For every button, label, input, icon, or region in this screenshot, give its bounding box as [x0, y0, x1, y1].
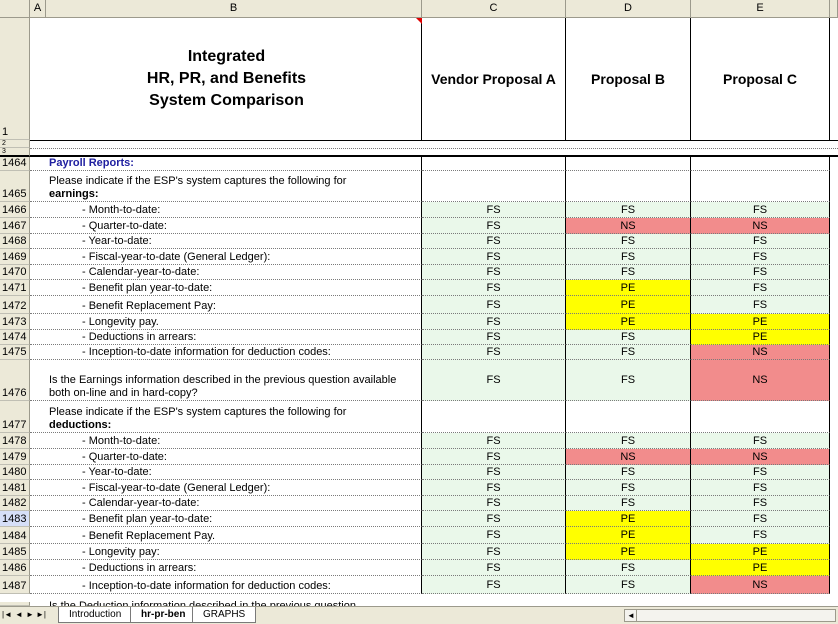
proposal-a-header: Vendor Proposal A [422, 18, 566, 140]
row-header-1466[interactable]: 1466 [0, 202, 30, 218]
label-text-block [82, 220, 167, 233]
label-text-block [82, 497, 199, 510]
proposal-e-cell[interactable]: FS [691, 265, 830, 280]
label-text-block [82, 451, 167, 464]
row-header-1479[interactable]: 1479 [0, 449, 30, 465]
proposal-e-cell[interactable] [691, 401, 830, 433]
label-cell[interactable] [30, 157, 422, 171]
row-header-1478[interactable]: 1478 [0, 433, 30, 449]
proposal-d-cell[interactable]: FS [566, 360, 691, 401]
label-text: - Benefit plan year-to-date: [82, 513, 213, 525]
proposal-e-cell[interactable]: NS [691, 218, 830, 234]
proposal-e-cell[interactable]: FS [691, 480, 830, 496]
label-text-block [82, 466, 152, 479]
proposal-d-cell[interactable]: FS [566, 560, 691, 576]
proposal-d-cell[interactable]: PE [566, 511, 691, 527]
proposal-e-cell[interactable]: PE [691, 560, 830, 576]
label-text-block [82, 204, 160, 217]
label-cell[interactable] [30, 360, 422, 401]
proposal-c-cell[interactable]: FS [422, 234, 566, 249]
label-cell[interactable] [30, 496, 422, 511]
row-header-1477[interactable]: 1477 [0, 401, 30, 433]
label-text-line2: both on-line and in hard-copy? [49, 387, 198, 399]
proposal-e-cell[interactable]: FS [691, 496, 830, 511]
label-cell[interactable] [30, 171, 422, 202]
label-cell[interactable] [30, 234, 422, 249]
label-text-block [49, 157, 134, 170]
proposal-c-cell[interactable]: FS [422, 544, 566, 560]
proposal-e-cell[interactable]: FS [691, 280, 830, 296]
label-text: - Quarter-to-date: [82, 451, 167, 463]
row-header-1464[interactable]: 1464 [0, 157, 30, 171]
label-text: - Benefit Replacement Pay: [82, 300, 216, 312]
proposal-d-cell[interactable]: FS [566, 265, 691, 280]
label-cell[interactable] [30, 465, 422, 480]
proposal-d-cell[interactable]: FS [566, 345, 691, 360]
row-header-1473[interactable]: 1473 [0, 314, 30, 330]
proposal-d-cell[interactable]: FS [566, 433, 691, 449]
proposal-c-cell[interactable] [422, 401, 566, 433]
label-text: - Benefit Replacement Pay. [82, 530, 216, 542]
label-text: - Benefit plan year-to-date: [82, 282, 213, 294]
proposal-e-cell[interactable]: FS [691, 527, 830, 544]
proposal-d-cell[interactable]: FS [566, 234, 691, 249]
tab-hr-pr-ben[interactable]: hr-pr-ben [130, 607, 196, 623]
proposal-e-cell[interactable]: NS [691, 360, 830, 401]
label-text: - Quarter-to-date: [82, 220, 167, 232]
label-text: - Deductions in arrears: [82, 331, 197, 343]
proposal-d-cell[interactable]: FS [566, 465, 691, 480]
proposal-d-cell[interactable] [566, 401, 691, 433]
label-text: - Inception-to-date information for deduction codes: [82, 580, 331, 592]
proposal-e-cell[interactable]: FS [691, 249, 830, 265]
column-header-f[interactable] [830, 0, 838, 18]
label-text-block [82, 251, 270, 264]
label-cell[interactable] [30, 314, 422, 330]
label-text: - Longevity pay: [82, 546, 160, 558]
proposal-c-cell[interactable]: FS [422, 360, 566, 401]
label-cell[interactable] [30, 527, 422, 544]
proposal-e-cell[interactable]: FS [691, 465, 830, 480]
proposal-c-cell[interactable]: FS [422, 218, 566, 234]
label-text-block [82, 546, 160, 559]
label-cell[interactable] [30, 345, 422, 360]
row-header-1465[interactable]: 1465 [0, 171, 30, 202]
row-header-1468[interactable]: 1468 [0, 234, 30, 249]
row-header-1475[interactable]: 1475 [0, 345, 30, 360]
label-text-block [82, 435, 160, 448]
proposal-e-cell[interactable]: FS [691, 433, 830, 449]
title-line-3: System Comparison [149, 92, 304, 109]
label-cell[interactable] [30, 330, 422, 345]
row-header-1474[interactable]: 1474 [0, 330, 30, 345]
proposal-c-cell[interactable]: FS [422, 202, 566, 218]
column-header-d[interactable]: D [566, 0, 691, 18]
label-cell[interactable] [30, 560, 422, 576]
proposal-c-cell[interactable] [422, 171, 566, 202]
proposal-d-cell[interactable]: FS [566, 576, 691, 594]
label-text: Please indicate if the ESP's system captures the following for [49, 406, 347, 418]
label-text: - Calendar-year-to-date: [82, 497, 200, 509]
label-cell[interactable] [30, 296, 422, 314]
label-text-line2: deductions: [49, 419, 112, 431]
label-text-block [82, 580, 331, 593]
row-header-1471[interactable]: 1471 [0, 280, 30, 296]
proposal-e-cell[interactable]: PE [691, 330, 830, 345]
label-text: - Fiscal-year-to-date (General Ledger): [82, 251, 271, 263]
proposal-c-cell[interactable]: FS [422, 560, 566, 576]
prev-sheet-button[interactable]: ◄ [15, 610, 23, 619]
label-text-block [82, 282, 212, 295]
row-header-1480[interactable]: 1480 [0, 465, 30, 480]
label-cell[interactable] [30, 202, 422, 218]
row-header-1484[interactable]: 1484 [0, 527, 30, 544]
next-sheet-button[interactable]: ► [26, 610, 34, 619]
label-text-block [82, 300, 216, 313]
row-header-1476[interactable]: 1476 [0, 360, 30, 401]
label-text-block [82, 562, 196, 575]
label-text: Is the Earnings information described in the previous question available [49, 374, 397, 386]
label-cell[interactable] [30, 249, 422, 265]
row-header-1481[interactable]: 1481 [0, 480, 30, 496]
proposal-c-cell[interactable]: FS [422, 496, 566, 511]
row-header-1483[interactable]: 1483 [0, 511, 30, 527]
proposal-c-cell[interactable]: FS [422, 330, 566, 345]
sheet-tab-bar [0, 606, 838, 624]
proposal-d-cell[interactable]: FS [566, 249, 691, 265]
proposal-e-cell[interactable]: FS [691, 511, 830, 527]
label-text: - Calendar-year-to-date: [82, 266, 200, 278]
proposal-c-cell[interactable]: FS [422, 280, 566, 296]
label-text-block [49, 175, 346, 201]
proposal-c-cell[interactable] [422, 157, 566, 171]
proposal-d-cell[interactable]: FS [566, 480, 691, 496]
proposal-c-cell[interactable]: FS [422, 296, 566, 314]
select-all-corner[interactable] [0, 0, 30, 18]
proposal-c-cell[interactable]: FS [422, 480, 566, 496]
proposal-c-cell[interactable]: FS [422, 265, 566, 280]
label-cell[interactable] [30, 480, 422, 496]
label-text-block [82, 266, 199, 279]
column-header-c[interactable]: C [422, 0, 566, 18]
label-text: - Month-to-date: [82, 435, 161, 447]
first-sheet-button[interactable]: |◄ [2, 610, 12, 619]
proposal-d-cell[interactable]: PE [566, 296, 691, 314]
title-line-1: Integrated [187, 48, 266, 65]
proposal-c-cell[interactable]: FS [422, 314, 566, 330]
label-text: - Fiscal-year-to-date (General Ledger): [82, 482, 271, 494]
proposal-c-cell[interactable]: FS [422, 345, 566, 360]
column-header-a[interactable]: A [30, 0, 46, 18]
row-header-1472[interactable]: 1472 [0, 296, 30, 314]
label-text: - Month-to-date: [82, 204, 161, 216]
scroll-left-arrow-icon[interactable]: ◄ [626, 610, 637, 621]
label-text-block [82, 530, 215, 543]
proposal-e-cell[interactable]: NS [691, 576, 830, 594]
proposal-e-cell[interactable]: FS [691, 202, 830, 218]
label-text-block [82, 346, 331, 359]
label-text: - Inception-to-date information for deduction codes: [82, 346, 331, 358]
proposal-d-cell[interactable]: PE [566, 314, 691, 330]
proposal-d-cell[interactable] [566, 171, 691, 202]
label-text-block [82, 331, 196, 344]
proposal-c-cell[interactable]: FS [422, 249, 566, 265]
row-header-1[interactable]: 1 [0, 18, 30, 140]
proposal-d-cell[interactable]: FS [566, 330, 691, 345]
proposal-e-cell[interactable]: NS [691, 345, 830, 360]
label-text-block [82, 482, 270, 495]
row-header-1485[interactable]: 1485 [0, 544, 30, 560]
label-text: Payroll Reports: [49, 157, 134, 169]
proposal-e-cell[interactable]: NS [691, 449, 830, 465]
row-header-1470[interactable]: 1470 [0, 265, 30, 280]
label-cell[interactable] [30, 576, 422, 594]
label-cell[interactable] [30, 265, 422, 280]
proposal-d-cell[interactable]: FS [566, 496, 691, 511]
tab-graphs[interactable]: GRAPHS [192, 607, 256, 623]
proposal-c-cell[interactable]: FS [422, 527, 566, 544]
proposal-d-cell[interactable] [566, 157, 691, 171]
label-cell[interactable] [30, 449, 422, 465]
proposal-e-cell[interactable]: PE [691, 544, 830, 560]
proposal-c-cell[interactable]: FS [422, 465, 566, 480]
column-header-e[interactable]: E [691, 0, 830, 18]
label-text: - Year-to-date: [82, 466, 152, 478]
label-cell[interactable] [30, 401, 422, 433]
proposal-c-cell[interactable]: FS [422, 511, 566, 527]
row-header-1467[interactable]: 1467 [0, 218, 30, 234]
label-text-line2: earnings: [49, 188, 99, 200]
label-cell[interactable] [30, 218, 422, 234]
row-header-1482[interactable]: 1482 [0, 496, 30, 511]
label-cell[interactable] [30, 511, 422, 527]
row-header-2[interactable]: 2 [0, 140, 30, 148]
label-text: - Deductions in arrears: [82, 562, 197, 574]
label-cell[interactable] [30, 433, 422, 449]
thin-row-divider [30, 148, 838, 149]
label-cell[interactable] [30, 280, 422, 296]
proposal-e-cell[interactable] [691, 171, 830, 202]
label-text: - Longevity pay. [82, 316, 159, 328]
label-text-block [49, 406, 346, 432]
proposal-d-cell[interactable]: FS [566, 202, 691, 218]
proposal-d-cell[interactable]: NS [566, 218, 691, 234]
label-cell[interactable] [30, 544, 422, 560]
proposal-d-cell[interactable]: PE [566, 527, 691, 544]
proposal-e-cell[interactable]: PE [691, 314, 830, 330]
proposal-c-cell[interactable]: FS [422, 433, 566, 449]
proposal-e-cell[interactable]: FS [691, 234, 830, 249]
proposal-d-cell[interactable]: NS [566, 449, 691, 465]
horizontal-scrollbar[interactable] [624, 609, 836, 622]
last-sheet-button[interactable]: ►| [36, 610, 46, 619]
label-text: Please indicate if the ESP's system captures the following for [49, 175, 347, 187]
row-header-3[interactable]: 3 [0, 148, 30, 157]
row-header-1487[interactable]: 1487 [0, 576, 30, 594]
proposal-e-cell[interactable] [691, 157, 830, 171]
proposal-d-cell[interactable]: PE [566, 280, 691, 296]
label-text-block [82, 513, 212, 526]
tab-introduction[interactable]: Introduction [58, 607, 132, 623]
proposal-e-cell[interactable]: FS [691, 296, 830, 314]
label-text-block [49, 374, 396, 400]
proposal-b-header: Proposal B [566, 18, 691, 140]
proposal-d-cell[interactable]: PE [566, 544, 691, 560]
proposal-c-cell[interactable]: FS [422, 449, 566, 465]
sheet-title [32, 18, 422, 140]
proposal-c-cell[interactable]: FS [422, 576, 566, 594]
column-header-b[interactable]: B [46, 0, 422, 18]
row-header-1469[interactable]: 1469 [0, 249, 30, 265]
row-header-1486[interactable]: 1486 [0, 560, 30, 576]
label-text-block [82, 316, 159, 329]
proposal-c-header: Proposal C [691, 18, 830, 140]
title-line-2: HR, PR, and Benefits [146, 70, 307, 87]
label-text-block [82, 235, 152, 248]
label-text: - Year-to-date: [82, 235, 152, 247]
